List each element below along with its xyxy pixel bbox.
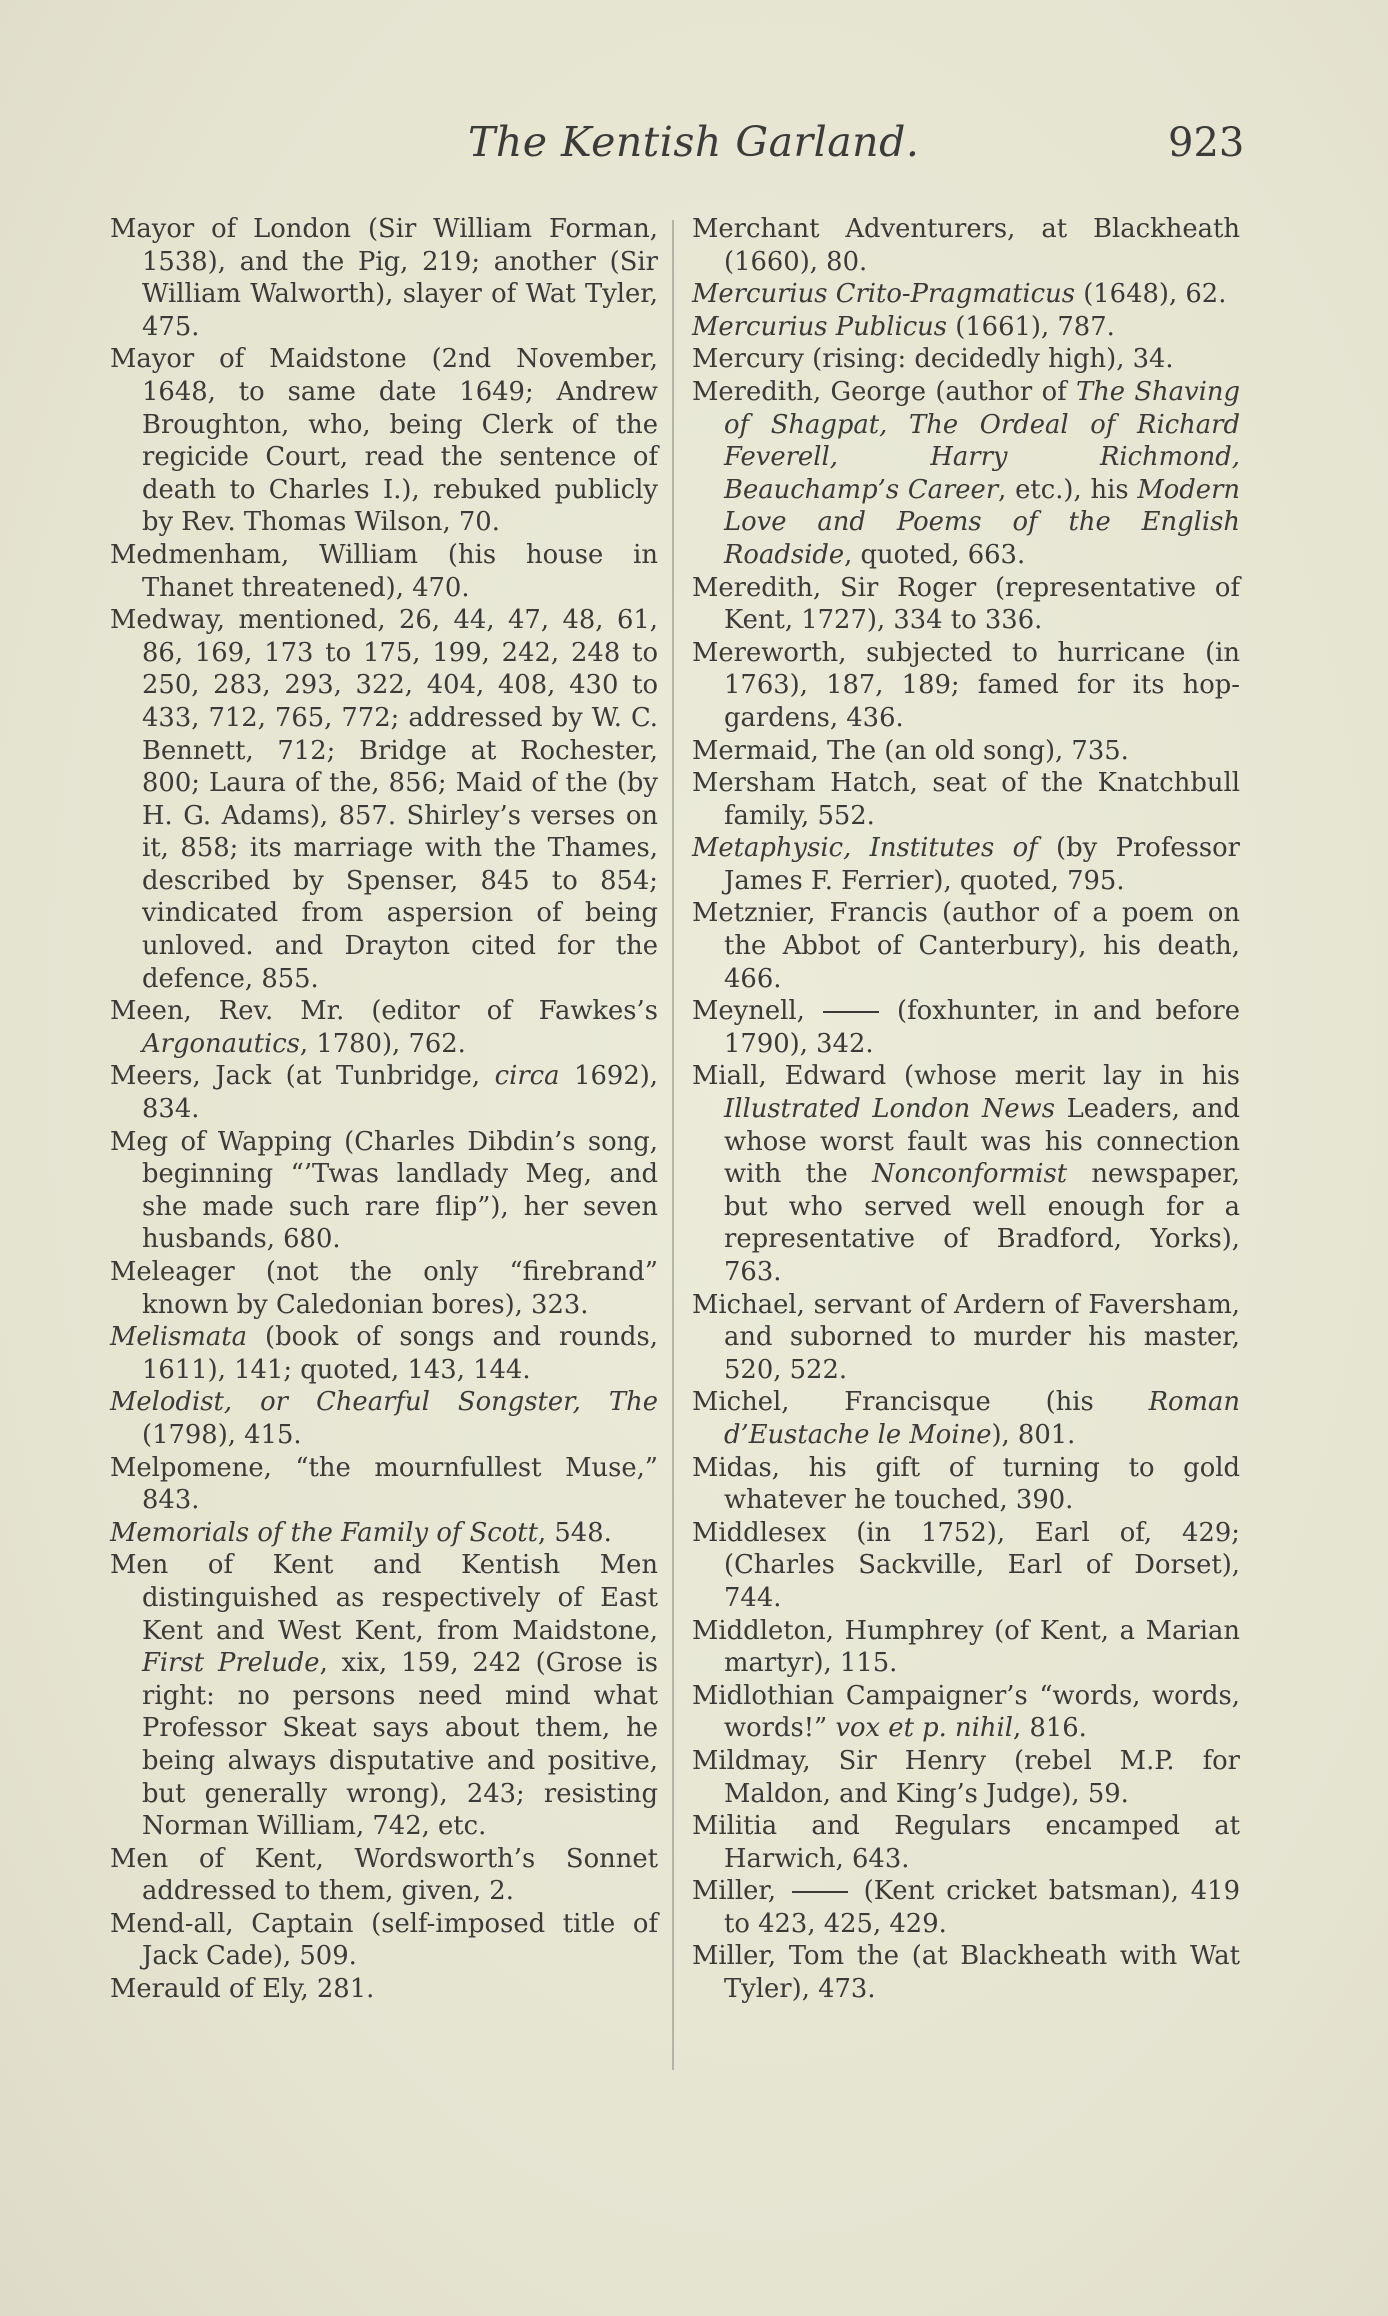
index-entry: Mend-all, Captain (self-imposed title of Jack Cade), 509. — [110, 1908, 658, 1972]
index-entry: Mereworth, subjected to hurricane (in 1763), 187, 189; famed for its hop-gardens, 436. — [692, 637, 1240, 733]
index-entry: Medway, mentioned, 26, 44, 47, 48, 61, 86, 169, 173 to 175, 199, 242, 248 to 250, 283, 293, 322, 404, 408, 430 to 433, 712, 765, 772; addressed by W. C. Bennett, 712; Bridge at Rochester, 800; Laura of the, 856; Maid of the (by H. G. Adams), 857. Shirley’s verses on it, 858; its marriage with the Thames, described by Spenser, 845 to 854; vindicated from aspersion of being unloved. and Drayton cited for the defence, 855. — [110, 605, 658, 994]
index-column-left — [110, 213, 658, 2006]
index-entry: Miall, Edward (whose merit lay in his Illustrated London News Leaders, and whose worst fault was his connection with the Nonconformist newspaper, but who served well enough for a representative of Bradford, Yorks), 763. — [692, 1061, 1240, 1287]
index-entry: Mercury (rising: decidedly high), 34. — [692, 344, 1174, 375]
index-entry: Midas, his gift of turning to gold whatever he touched, 390. — [692, 1452, 1240, 1516]
index-entry: Mildmay, Sir Henry (rebel M.P. for Maldon, and King’s Judge), 59. — [692, 1745, 1240, 1809]
index-entry: Meredith, Sir Roger (representative of Kent, 1727), 334 to 336. — [692, 572, 1240, 636]
index-entry: Melodist, or Chearful Songster, The (1798), 415. — [110, 1387, 658, 1450]
index-entry: Merauld of Ely, 281. — [110, 1974, 375, 2005]
index-entry: Mermaid, The (an old song), 735. — [692, 735, 1129, 766]
page-number: 923 — [1168, 120, 1245, 166]
index-entry: Mercurius Crito-Pragmaticus (1648), 62. — [692, 279, 1227, 310]
index-entry: Mercurius Publicus (1661), 787. — [692, 311, 1115, 342]
index-entry: Midlothian Campaigner’s “words, words, words!” vox et p. nihil, 816. — [692, 1680, 1240, 1744]
index-entry: Meg of Wapping (Charles Dibdin’s song, beginning “’Twas landlady Meg, and she made such rare flip”), her seven husbands, 680. — [110, 1126, 658, 1255]
index-entry: Michel, Francisque (his Roman d’Eustache le Moine), 801. — [692, 1387, 1240, 1450]
index-entry: Metaphysic, Institutes of (by Professor James F. Ferrier), quoted, 795. — [692, 833, 1240, 896]
index-entry: Merchant Adventurers, at Blackheath (1660), 80. — [692, 214, 1240, 277]
column-divider — [672, 220, 674, 2070]
index-entry: Mersham Hatch, seat of the Knatchbull family, 552. — [692, 768, 1240, 831]
index-entry: Melismata (book of songs and rounds, 1611), 141; quoted, 143, 144. — [110, 1322, 658, 1385]
index-entry: Memorials of the Family of Scott, 548. — [110, 1517, 612, 1548]
index-entry: Meen, Rev. Mr. (editor of Fawkes’s Argonautics, 1780), 762. — [110, 996, 658, 1059]
index-entry: Melpomene, “the mournfullest Muse,” 843. — [110, 1452, 658, 1516]
index-entry: Medmenham, William (his house in Thanet threatened), 470. — [110, 539, 658, 603]
index-entry: Miller, (Kent cricket batsman), 419 to 423, 425, 429. — [692, 1876, 1240, 1939]
index-entry: Middleton, Humphrey (of Kent, a Marian martyr), 115. — [692, 1615, 1240, 1679]
index-entry: Meredith, George (author of The Shaving of Shagpat, The Ordeal of Richard Feverell, Harry Richmond, Beauchamp’s Career, etc.), his Modern Love and Poems of the English Roadside, quoted, 663. — [692, 376, 1241, 570]
index-entry: Militia and Regulars encamped at Harwich, 643. — [692, 1811, 1240, 1874]
index-entry: Middlesex (in 1752), Earl of, 429; (Charles Sackville, Earl of Dorset), 744. — [692, 1517, 1240, 1613]
index-entry: Meynell, (foxhunter, in and before 1790), 342. — [692, 996, 1240, 1059]
index-entry: Meers, Jack (at Tunbridge, circa 1692), 834. — [110, 1061, 659, 1125]
index-entry: Meleager (not the only “firebrand” known by Caledonian bores), 323. — [110, 1257, 658, 1320]
index-entry: Men of Kent and Kentish Men distinguished as respectively of East Kent and West Kent, from Maidstone, First Prelude, xix, 159, 242 (Grose is right: no persons need mind what Professor Skeat says about them, he being always disputative and positive, but generally wrong), 243; resisting Norman William, 742, etc. — [110, 1550, 658, 1842]
index-entry: Mayor of London (Sir William Forman, 1538), and the Pig, 219; another (Sir William Walworth), slayer of Wat Tyler, 475. — [110, 214, 658, 342]
index-entry: Michael, servant of Ardern of Faversham, and suborned to murder his master, 520, 522. — [692, 1289, 1240, 1385]
index-column-right — [692, 213, 1240, 2006]
index-entry: Mayor of Maidstone (2nd November, 1648, to same date 1649; Andrew Broughton, who, being Clerk of the regicide Court, read the sentence of death to Charles I.), rebuked publicly by Rev. Thomas Wilson, 70. — [110, 344, 658, 538]
running-title: The Kentish Garland. — [468, 118, 920, 166]
page-header — [0, 112, 1388, 172]
index-entry: Miller, Tom the (at Blackheath with Wat Tyler), 473. — [692, 1941, 1240, 2005]
index-entry: Metznier, Francis (author of a poem on the Abbot of Canterbury), his death, 466. — [692, 898, 1240, 994]
index-entry: Men of Kent, Wordsworth’s Sonnet addressed to them, given, 2. — [110, 1843, 658, 1907]
